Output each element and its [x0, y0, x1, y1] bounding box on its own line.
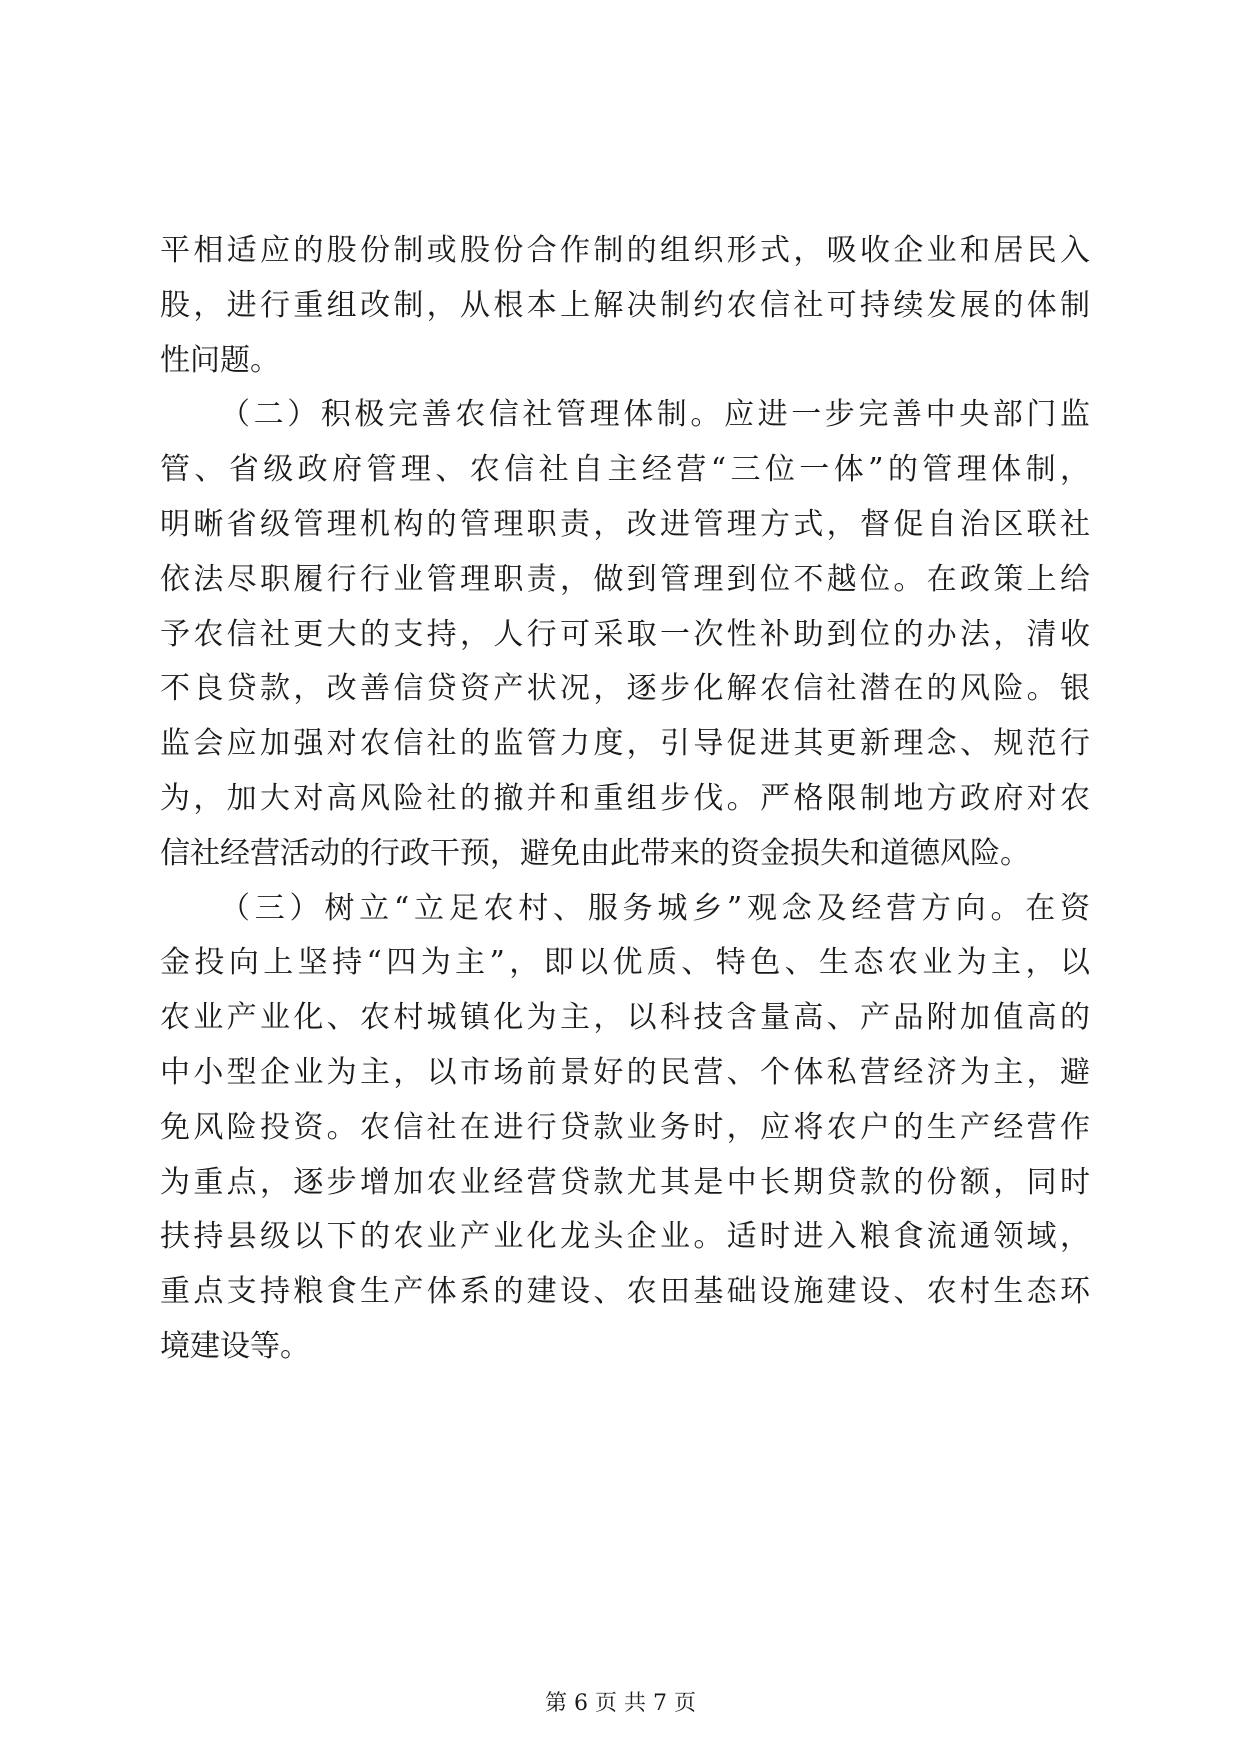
- page-number-footer: 第 6 页 共 7 页: [545, 1691, 696, 1716]
- text-line: 予农信社更大的支持，人行可采取一次性补助到位的办法，清收: [160, 616, 1090, 652]
- text-line: 股，进行重组改制，从根本上解决制约农信社可持续发展的体制: [160, 287, 1090, 323]
- text-line: 境建设等。: [160, 1328, 310, 1364]
- text-line: 依法尽职履行行业管理职责，做到管理到位不越位。在政策上给: [160, 561, 1090, 597]
- text-line: 为重点，逐步增加农业经营贷款尤其是中长期贷款的份额，同时: [160, 1164, 1090, 1200]
- text-line: 免风险投资。农信社在进行贷款业务时，应将农户的生产经营作: [160, 1109, 1090, 1145]
- text-line: 平相适应的股份制或股份合作制的组织形式，吸收企业和居民入: [160, 233, 1090, 268]
- text-line: 重点支持粮食生产体系的建设、农田基础设施建设、农村生态环: [160, 1274, 1090, 1310]
- text-line: （二）积极完善农信社管理体制。应进一步完善中央部门监: [220, 397, 1090, 433]
- text-line: 性问题。: [160, 342, 280, 378]
- text-line: 明晰省级管理机构的管理职责，改进管理方式，督促自治区联社: [160, 506, 1090, 542]
- text-line: 监会应加强对农信社的监管力度，引导促进其更新理念、规范行: [160, 726, 1090, 762]
- text-line: 信社经营活动的行政干预，避免由此带来的资金损失和道德风险。: [160, 835, 1030, 871]
- text-line: 为，加大对高风险社的撤并和重组步伐。严格限制地方政府对农: [160, 780, 1090, 816]
- text-line: 管、省级政府管理、农信社自主经营“三位一体”的管理体制，: [160, 452, 1090, 488]
- text-line: 农业产业化、农村城镇化为主，以科技含量高、产品附加值高的: [160, 1000, 1090, 1036]
- text-line: 不良贷款，改善信贷资产状况，逐步化解农信社潜在的风险。银: [160, 671, 1090, 707]
- text-line: （三）树立“立足农村、服务城乡”观念及经营方向。在资: [220, 890, 1090, 926]
- text-line: 中小型企业为主，以市场前景好的民营、个体私营经济为主，避: [160, 1054, 1090, 1090]
- text-line: 扶持县级以下的农业产业化龙头企业。适时进入粮食流通领域，: [160, 1219, 1090, 1255]
- text-line: 金投向上坚持“四为主”，即以优质、特色、生态农业为主，以: [160, 945, 1090, 981]
- body-text: [160, 224, 1090, 1375]
